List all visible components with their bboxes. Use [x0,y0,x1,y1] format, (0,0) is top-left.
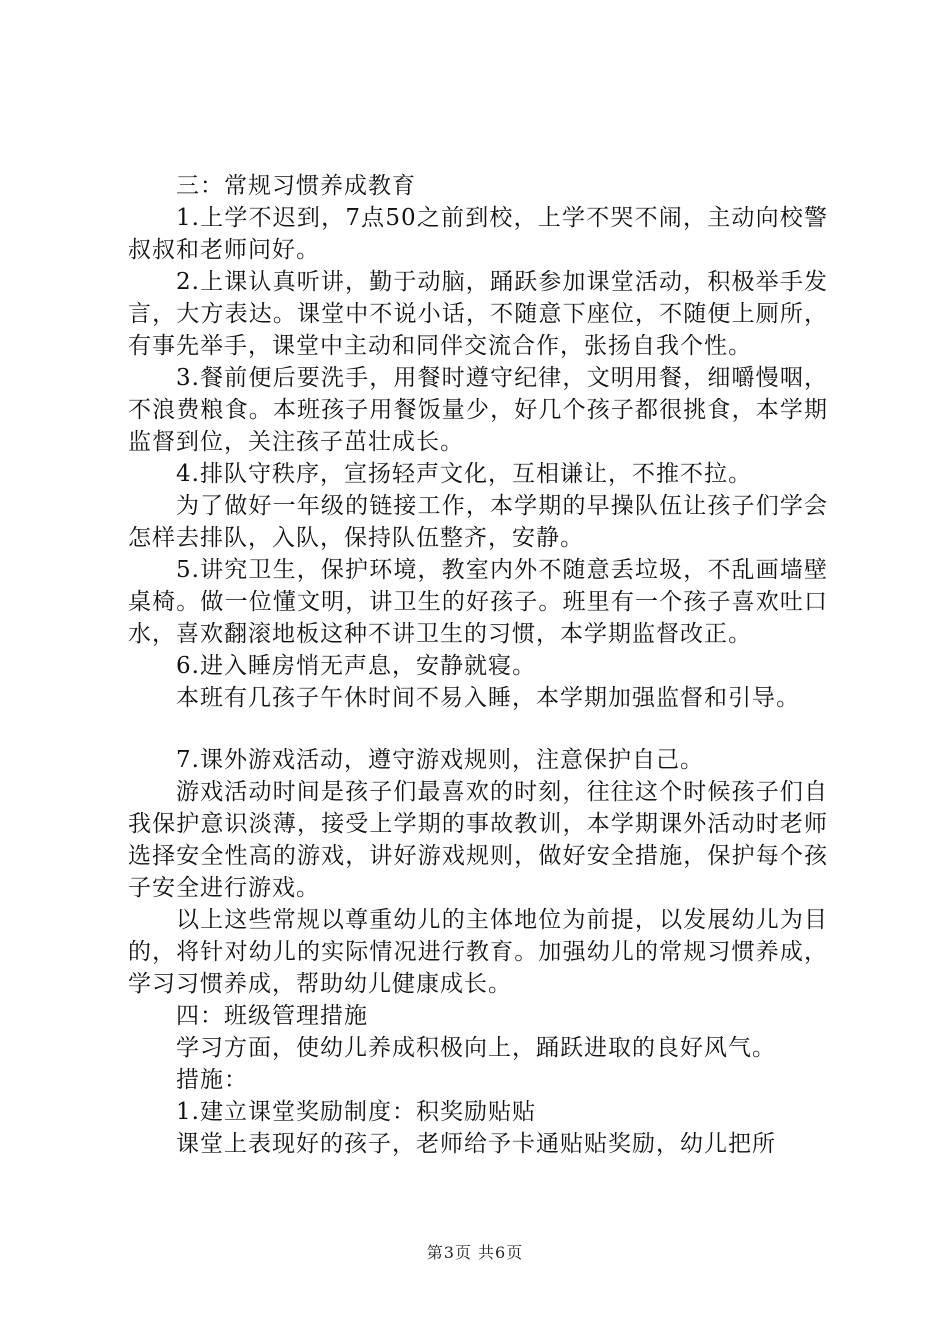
paragraph: 6.进入睡房悄无声息，安静就寝。 [176,653,536,679]
paragraph: 5.讲究卫生，保护环境，教室内外不随意丢垃圾，不乱画墙壁桌椅。做一位懂文明，讲卫生的好孩子。班里有一个孩子喜欢吐口水，喜欢翻滚地板这种不讲卫生的习惯，本学期监督改正。 [128,557,828,647]
paragraph: 1.上学不迟到，7点50之前到校，上学不哭不闹，主动向校警叔叔和老师问好。 [128,205,828,263]
paragraph: 4.排队守秩序，宣扬轻声文化，互相谦让，不推不拉。 [176,461,752,487]
document-body [128,170,828,1160]
paragraph: 为了做好一年级的链接工作，本学期的早操队伍让孩子们学会怎样去排队，入队，保持队伍整齐，安静。 [128,493,828,551]
section-heading-management: 四：班级管理措施 [176,1003,368,1029]
page-footer: 第3页 共6页 [426,1243,524,1262]
paragraph: 本班有几孩子午休时间不易入睡，本学期加强监督和引导。 [176,685,800,711]
paragraph: 课堂上表现好的孩子，老师给予卡通贴贴奖励，幼儿把所 [176,1131,776,1157]
paragraph: 学习方面，使幼儿养成积极向上，踊跃进取的良好风气。 [176,1035,776,1061]
paragraph: 2.上课认真听讲，勤于动脑，踊跃参加课堂活动，积极举手发言，大方表达。课堂中不说小话，不随意下座位，不随便上厕所，有事先举手，课堂中主动和同伴交流合作，张扬自我个性。 [128,269,828,359]
paragraph: 措施： [176,1067,248,1093]
section-heading-habits: 三：常规习惯养成教育 [176,173,416,199]
paragraph: 3.餐前便后要洗手，用餐时遵守纪律，文明用餐，细嚼慢咽，不浪费粮食。本班孩子用餐饭量少，好几个孩子都很挑食，本学期监督到位，关注孩子茁壮成长。 [128,365,828,455]
paragraph: 7.课外游戏活动，遵守游戏规则，注意保护自己。 [176,747,704,773]
paragraph: 以上这些常规以尊重幼儿的主体地位为前提，以发展幼儿为目的，将针对幼儿的实际情况进行教育。加强幼儿的常规习惯养成，学习习惯养成，帮助幼儿健康成长。 [128,907,828,997]
paragraph: 游戏活动时间是孩子们最喜欢的时刻，往往这个时候孩子们自我保护意识淡薄，接受上学期的事故教训，本学期课外活动时老师选择安全性高的游戏，讲好游戏规则，做好安全措施，保护每个孩子安全进行游戏。 [128,779,828,901]
paragraph: 1.建立课堂奖励制度：积奖励贴贴 [176,1099,536,1125]
